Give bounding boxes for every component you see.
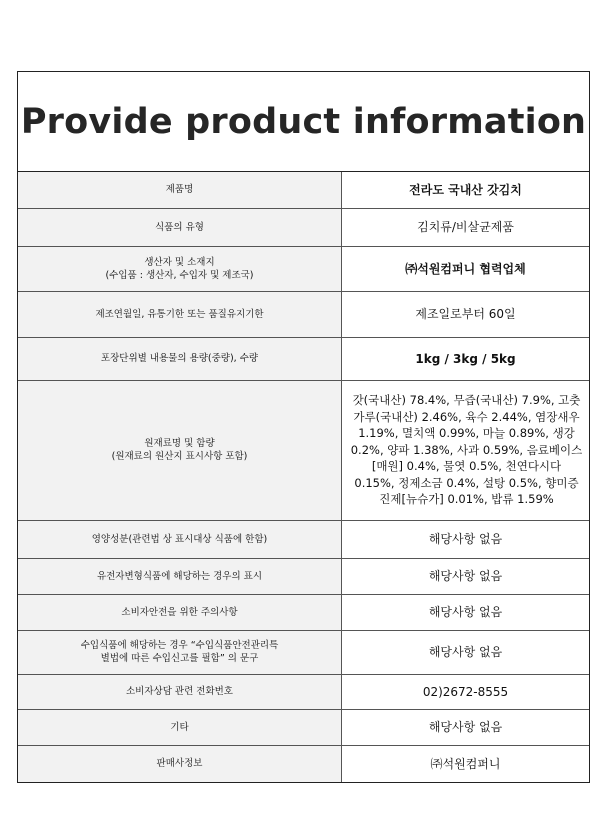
row-label-safety (18, 594, 342, 630)
table-row (18, 337, 589, 380)
row-value-product-name: 전라도 국내산 갓김치 (342, 172, 590, 208)
row-label-ingredients (18, 380, 342, 520)
row-label-text: 소비자안전을 위한 주의사항 (121, 606, 238, 618)
row-label-expiry (18, 291, 342, 337)
row-label-text: 원재료명 및 함량 (144, 438, 215, 449)
table-row (18, 172, 589, 208)
row-label-subtext: 별법에 따른 수입신고를 필함” 의 문구 (100, 653, 259, 664)
row-value-phone: 02)2672-8555 (342, 674, 590, 709)
row-label-text: 생산자 및 소재지 (144, 256, 215, 268)
table-row (18, 709, 589, 745)
row-label-subtext: (수입품 : 생산자, 수입자 및 제조국) (105, 269, 254, 281)
row-value-food-type: 김치류/비살균제품 (342, 208, 590, 246)
row-label-package-weight (18, 337, 342, 380)
row-label-nutrition (18, 520, 342, 558)
row-value-producer: ㈜석원컴퍼니 협력업체 (342, 246, 590, 291)
row-value-seller: ㈜석원컴퍼니 (342, 745, 590, 782)
row-label-phone (18, 674, 342, 709)
table-row (18, 594, 589, 630)
row-label-text: 유전자변형식품에 해당하는 경우의 표시 (96, 570, 263, 582)
row-value-expiry: 제조일로부터 60일 (342, 291, 590, 337)
table-row (18, 208, 589, 246)
row-label-producer (18, 246, 342, 291)
row-label-text: 제조연월일, 유통기한 또는 품질유지기한 (95, 308, 264, 320)
table-row (18, 520, 589, 558)
row-value-safety: 해당사항 없음 (342, 594, 590, 630)
row-label-food-type (18, 208, 342, 246)
page-title: Provide product information (18, 72, 589, 172)
row-label-subtext: (원재료의 원산지 표시사항 포함) (111, 451, 248, 462)
row-label-text: 영양성분(관련법 상 표시대상 식품에 한함) (91, 533, 268, 545)
row-label-text: 수입식품에 해당하는 경우 “수입식품안전관리특 (80, 640, 279, 651)
row-label-text: 판매사정보 (156, 758, 203, 770)
table-row (18, 745, 589, 782)
row-label-seller (18, 745, 342, 782)
row-label-text: 식품의 유형 (155, 221, 204, 233)
row-value-import-notice: 해당사항 없음 (342, 630, 590, 674)
table-row (18, 380, 589, 520)
row-label-import-notice (18, 630, 342, 674)
row-value-package-weight: 1kg / 3kg / 5kg (342, 337, 590, 380)
row-value-gmo: 해당사항 없음 (342, 558, 590, 594)
row-label-etc (18, 709, 342, 745)
row-label-product-name (18, 172, 342, 208)
table-row (18, 246, 589, 291)
row-label-gmo (18, 558, 342, 594)
row-label-text: 제품명 (165, 184, 194, 196)
table-row (18, 291, 589, 337)
row-value-ingredients: 갓(국내산) 78.4%, 무즙(국내산) 7.9%, 고춧가루(국내산) 2.46%, 육수 2.44%, 염장새우 1.19%, 멸치액 0.99%, 마늘 0.89%, 생강 0.2%, 양파 1.38%, 사과 0.59%, 음료베이스[매원] 0.4%, 물엿 0.5%, 천연다시다 0.15%, 정제소금 0.4%, 설탕 0.5%, 향미증진제[뉴슈가] 0.01%, 밥류 1.59% (342, 380, 590, 520)
table-row (18, 630, 589, 674)
product-info-table (18, 172, 589, 782)
row-label-text: 포장단위별 내용물의 용량(중량), 수량 (100, 353, 259, 364)
product-info-sheet (17, 71, 590, 783)
table-row (18, 674, 589, 709)
row-value-etc: 해당사항 없음 (342, 709, 590, 745)
row-label-text: 소비자상담 관련 전화번호 (126, 686, 233, 697)
row-value-nutrition: 해당사항 없음 (342, 520, 590, 558)
table-row (18, 558, 589, 594)
row-label-text: 기타 (170, 721, 189, 733)
